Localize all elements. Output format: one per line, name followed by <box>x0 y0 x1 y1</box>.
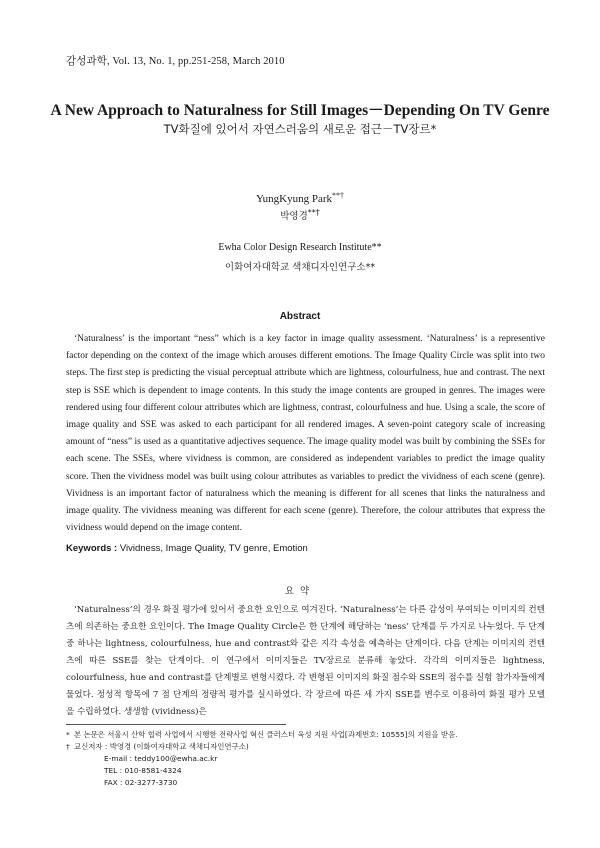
running-head: 감성과학, Vol. 13, No. 1, pp.251-258, March 2010 <box>66 56 285 67</box>
footnote-corresponding <box>66 741 458 753</box>
footnotes <box>66 729 458 789</box>
keywords-line <box>66 543 308 554</box>
author-ko-mark: **† <box>307 208 320 217</box>
footnote-email: E-mail : teddy100@ewha.ac.kr <box>104 754 218 763</box>
paper-title: A New Approach to Naturalness for Still Images－Depending On TV Genre <box>50 102 550 119</box>
footnote-corresponding-mark: † <box>66 742 70 751</box>
author-name-en <box>0 191 600 205</box>
abstract-heading: Abstract <box>279 311 321 322</box>
affiliation-ko: 이화여자대학교 색채디자인연구소** <box>224 262 376 273</box>
author-en-mark: **† <box>332 191 345 200</box>
author-en-text: YungKyung Park <box>255 193 333 205</box>
footnote-funding-mark: * <box>66 730 70 739</box>
keywords-label: Keywords : <box>66 543 118 554</box>
summary-body: ‘Naturalness’의 경우 화질 평가에 있어서 중요한 요인으로 여겨진다. ‘Naturalness’는 다른 감성이 부여되는 이미지의 컨텐츠에 의존하는 중요한 요인이다. The Image Quality Circle은 한 단계에 해당하는 ‘ness’ 단계를 두 가지로 나누었다. 두 단계 중 하나는 lightness, colourfulness, hue and contrast와 같은 지각 속성을 예측하는 단계이다. 다음 단계는 이미지의 컨텐츠에 따른 SSE를 찾는 단계이다. 이 연구에서 이미지들은 TV장르로 분류해 놓았다. 각각의 이미지들은 lightness, colourfulness, hue and contrast를 단계별로 변형시켰다. 각 변형된 이미지의 화질 점수와 SSE의 점수를 실험 참가자들에게 물었다. 정성적 항목에 7 점 단계의 정량적 평가를 실시하였다. 각 장르에 따른 세 가지 SSE를 변수로 이용하여 화질 평가 모델을 수립하였다. 생생함 (vividness)은 <box>66 605 546 717</box>
footnote-funding <box>66 729 458 741</box>
footnote-funding-text: 본 논문은 서울시 산학 협력 사업에서 시행한 전략사업 혁신 클러스터 육성 지원 사업[과제번호: 10555]의 지원을 받음. <box>74 730 458 739</box>
author-name-ko <box>0 208 600 222</box>
footnote-corresponding-text: 교신저자 : 박영경 (이화여자대학교 색채디자인연구소) <box>74 742 249 751</box>
keywords-text: Vividness, Image Quality, TV genre, Emotion <box>119 543 308 554</box>
abstract-body: ‘Naturalness’ is the important “ness” which is a key factor in image quality assessment. ‘Naturalness’ is a representive factor depending on the context of the image which arouses different emotions. The Image Quality Circle was split into two steps. The first step is predicting the visual perceptual attribute which are lightness, colourfulness, hue and contrast. The next step is SSE which is dependent to image contents. In this study the image contents are grouped in genres. The images were rendered using four different colour attributes which are lightness, contrast, colourfulness and hue. Using a scale, the score of image quality and SSE was asked to each participant for all rendered images. A seven-point category scale of increasing amount of “ness” is used as a quantitative adjectives sequence. The image quality model was built by combining the SSEs for each scene. The SSEs, where vividness is common, are considered as independent variables to predict the image quality score. Then the vividness model was built using colour attributes as variables to predict the vividness of each scene (genre). Vividness is an important factor of naturalness which the meaning is different for all scenes that links the naturalness and image quality. The vividness meaning was different for each scene (genre). Therefore, the colour attributes that express the vividness would depend on the image content. <box>66 334 545 534</box>
summary-heading: 요약 <box>284 586 316 597</box>
affiliation-en: Ewha Color Design Research Institute** <box>218 242 382 253</box>
paper-subtitle: TV화질에 있어서 자연스러움의 새로운 접근－TV장르* <box>163 122 437 136</box>
footnote-divider <box>66 724 286 725</box>
footnote-tel: TEL : 010-8581-4324 <box>104 766 182 775</box>
author-ko-text: 박영경 <box>280 211 308 222</box>
footnote-fax: FAX : 02-3277-3730 <box>104 778 178 787</box>
